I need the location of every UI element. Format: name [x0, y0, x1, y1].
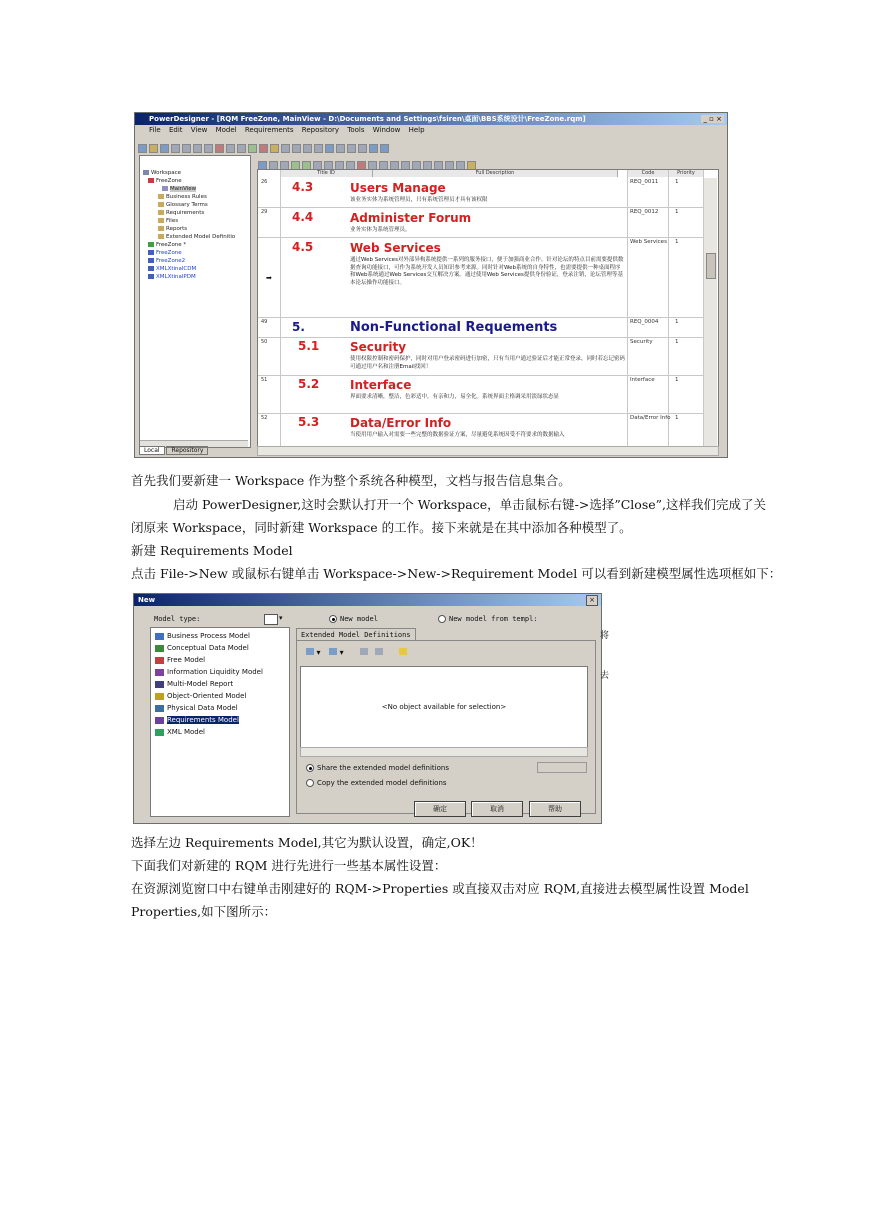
workspace-icon: [143, 170, 149, 175]
model-icon: [148, 274, 154, 279]
menu-window[interactable]: Window: [372, 126, 401, 134]
panel2-icon[interactable]: [380, 144, 389, 153]
paragraph: 下面我们对新建的 RQM 进行先进行一些基本属性设置：: [131, 858, 447, 873]
row-number: 51: [261, 377, 268, 383]
grid-vline: [627, 170, 628, 447]
tree-business-rules[interactable]: Business Rules: [158, 194, 207, 201]
paste-icon[interactable]: [204, 144, 213, 153]
req-description: 通过Web Services对外部异构系统提供一系列的服务接口，便于加强商业合作。针对论坛的特点目前需要提供数据查询功能接口，可作为系统开发人员知识参考来源。同时针对Web系统的自身特性，也需要提供一种桌面程序和Web系统通过Web Services交互解决方案。通过使用Web Services提供身份验证，登录注销，论坛管理等基本论坛操作功能接口。: [350, 257, 624, 286]
bpm-icon: [155, 633, 164, 640]
folder-icon: [158, 218, 164, 223]
grid-vline: [280, 170, 281, 447]
tree-freezone2[interactable]: FreeZone2: [148, 258, 185, 265]
row-number: 29: [261, 209, 268, 215]
req-title[interactable]: Interface: [350, 378, 412, 392]
tab-local[interactable]: Local: [139, 446, 165, 455]
model-icon: [148, 258, 154, 263]
properties-icon[interactable]: [360, 648, 368, 655]
paragraph: 首先我们要新建一 Workspace 作为整个系统各种模型，文档与报告信息集合。: [131, 473, 571, 488]
menu-model[interactable]: Model: [215, 126, 237, 134]
req-id: 5.1: [298, 339, 320, 353]
model-item[interactable]: Business Process Model: [155, 632, 250, 640]
panel-icon[interactable]: [369, 144, 378, 153]
req-priority: 1: [675, 415, 679, 421]
rqm-icon: [148, 178, 154, 183]
model-icon[interactable]: [259, 144, 268, 153]
free-model-icon: [155, 657, 164, 664]
cancel-button[interactable]: 取消: [471, 801, 523, 817]
scroll-thumb[interactable]: [706, 253, 716, 279]
tree-glossary[interactable]: Glossary Terms: [158, 202, 208, 209]
radio-new-model[interactable]: New model: [329, 615, 378, 623]
req-priority: 1: [675, 339, 679, 345]
req-title[interactable]: Web Services: [350, 241, 441, 255]
save-icon[interactable]: [160, 144, 169, 153]
menu-file[interactable]: File: [149, 126, 161, 134]
folder-icon: [158, 234, 164, 239]
col-code: Code: [628, 170, 669, 177]
browser-tabs: [139, 446, 208, 455]
row-divider: [258, 317, 703, 318]
delete-icon[interactable]: [215, 144, 224, 153]
folder-icon: [158, 202, 164, 207]
req-priority: 1: [675, 377, 679, 383]
radio-icon: [438, 615, 446, 623]
share-path-field[interactable]: [537, 762, 587, 773]
tree-extended[interactable]: Extended Model Definitio: [158, 234, 235, 241]
req-code: REQ_0012: [630, 209, 659, 215]
radio-share[interactable]: Share the extended model definitions: [306, 764, 449, 772]
req-priority: 1: [675, 319, 679, 325]
model-item[interactable]: XML Model: [155, 728, 205, 736]
model-icon: [148, 266, 154, 271]
model-type-label: Model type:: [154, 615, 201, 623]
model-icon: [148, 250, 154, 255]
menu-bar: [135, 125, 727, 136]
radio-icon: [306, 764, 314, 772]
req-description: 业务实体为系统管理员。: [350, 227, 411, 233]
paragraph: 启动 PowerDesigner,这时会默认打开一个 Workspace，单击鼠标右键->选择”Close”,这样我们完成了关: [173, 497, 767, 512]
folder-icon: [158, 210, 164, 215]
check-icon[interactable]: [270, 144, 279, 153]
req-code: Data/Error Info: [630, 415, 671, 421]
req-title[interactable]: Security: [350, 340, 407, 354]
report-icon[interactable]: [292, 144, 301, 153]
req-title[interactable]: Users Manage: [350, 181, 446, 195]
background-char: 去: [600, 671, 610, 681]
tool-icon[interactable]: [325, 144, 334, 153]
tree-files[interactable]: Files: [158, 218, 178, 225]
tree-xml-cdm[interactable]: XMLXtinalCDM: [148, 266, 196, 273]
undo-icon[interactable]: [226, 144, 235, 153]
model-item[interactable]: Object-Oriented Model: [155, 692, 246, 700]
radio-copy[interactable]: Copy the extended model definitions: [306, 779, 447, 787]
empty-message: <No object available for selection>: [381, 703, 507, 711]
tree-requirements[interactable]: Requirements: [158, 210, 204, 217]
paragraph: 新建 Requirements Model: [131, 543, 293, 558]
req-title[interactable]: Non-Functional Requements: [350, 320, 558, 335]
row-number: 52: [261, 415, 268, 421]
req-code: Security: [630, 339, 653, 345]
folder-icon: [158, 226, 164, 231]
tree-workspace[interactable]: Workspace: [143, 170, 181, 177]
main-toolbar: [137, 138, 725, 150]
view-mode-icon[interactable]: [264, 614, 278, 625]
req-description: 界面要求清晰，整洁，色彩适中，有亲和力，易全化。系统界面主格调采用淡绿状态显: [350, 394, 560, 400]
cdm-icon: [155, 645, 164, 652]
generate-icon[interactable]: [281, 144, 290, 153]
menu-view[interactable]: View: [190, 126, 208, 134]
menu-edit[interactable]: Edit: [168, 126, 183, 134]
radio-icon: [306, 779, 314, 787]
pdm-icon: [155, 705, 164, 712]
folder-icon[interactable]: [399, 648, 407, 655]
req-id: 5.2: [298, 377, 320, 391]
model-item[interactable]: Conceptual Data Model: [155, 644, 249, 652]
rqm-icon: [155, 717, 164, 724]
current-row-arrow-icon: ➡: [266, 274, 272, 282]
tab-toolbar: ▾ ▾: [306, 648, 407, 657]
tree-freezone-a[interactable]: FreeZone: [148, 250, 182, 257]
tree-freezone-star[interactable]: FreeZone *: [148, 242, 186, 249]
grid-vline: [668, 170, 669, 447]
powerdesigner-window: [134, 112, 728, 458]
merge-icon[interactable]: [314, 144, 323, 153]
tree-mainview[interactable]: MainView: [162, 186, 196, 193]
print-icon[interactable]: [171, 144, 180, 153]
menu-repository[interactable]: Repository: [301, 126, 340, 134]
compare-icon[interactable]: [303, 144, 312, 153]
cut-icon[interactable]: [182, 144, 191, 153]
req-id: 4.5: [292, 240, 314, 254]
window-controls[interactable]: _ ▫ ×: [703, 115, 722, 123]
background-char: 将: [600, 631, 610, 641]
tree-xml-pdm[interactable]: XMLXtinalPDM: [148, 274, 196, 281]
paragraph: Properties,如下图所示：: [131, 904, 277, 919]
radio-icon: [329, 615, 337, 623]
req-code: REQ_0011: [630, 179, 659, 185]
req-code: REQ_0004: [630, 319, 659, 325]
grid-hscroll[interactable]: [257, 446, 719, 456]
row-number: 50: [261, 339, 268, 345]
model-item[interactable]: Physical Data Model: [155, 704, 238, 712]
req-id: 5.: [292, 320, 305, 334]
req-description: 该业务实体为系统管理员，只有系统管理员才具有该权限: [350, 197, 488, 203]
import-icon[interactable]: [329, 648, 337, 655]
req-title[interactable]: Administer Forum: [350, 211, 472, 225]
ilm-icon: [155, 669, 164, 676]
req-description: 当使用用户输入对需要一些完整的数据验证方案，尽量避免系统因受不符要求的数据输入: [350, 432, 565, 438]
model-item[interactable]: Multi-Model Report: [155, 680, 233, 688]
col-full-description: Full Description: [373, 170, 618, 177]
window-icon[interactable]: [358, 144, 367, 153]
tree-freezone[interactable]: FreeZone: [148, 178, 182, 185]
req-priority: 1: [675, 179, 679, 185]
req-id: 5.3: [298, 415, 320, 429]
model-item[interactable]: Free Model: [155, 656, 205, 664]
view-icon: [162, 186, 168, 191]
paragraph: 在资源浏览窗口中右键单击刚建好的 RQM->Properties 或直接双击对应 RQM,直接进去模型属性设置 Model: [131, 881, 749, 896]
folder-icon: [158, 194, 164, 199]
row-divider: [258, 413, 703, 414]
req-description: 使用权限控制和密码保护，同时对用户登录密码进行加密，只有当用户通过验证后才能正常登录，同时若忘记密码可通过用户名和注册Email找回！: [350, 356, 626, 370]
tab-extended-model-definitions[interactable]: Extended Model Definitions: [296, 628, 416, 641]
grid-vscroll[interactable]: [704, 178, 717, 447]
row-divider: [258, 337, 703, 338]
paragraph: 闭原来 Workspace，同时新建 Workspace 的工作。接下来就是在其中添加各种模型了。: [131, 520, 632, 535]
model-item[interactable]: Information Liquidity Model: [155, 668, 263, 676]
row-number: 26: [261, 179, 268, 185]
model-type-list: [150, 627, 290, 817]
grid-icon[interactable]: [336, 144, 345, 153]
window-title: PowerDesigner - [RQM FreeZone, MainView - D:\Documents and Settings\fsiren\桌面\BBS系统设计\FreeZone.rqm]: [135, 113, 727, 125]
model-item-selected[interactable]: Requirements Model: [155, 716, 239, 724]
open-icon[interactable]: [149, 144, 158, 153]
new-model-dialog: [133, 593, 602, 824]
layout-icon[interactable]: [347, 144, 356, 153]
radio-from-template[interactable]: New model from templ:: [438, 615, 538, 623]
properties-icon[interactable]: [248, 144, 257, 153]
close-icon[interactable]: ×: [586, 595, 598, 606]
tree-reports[interactable]: Reports: [158, 226, 187, 233]
row-number: 49: [261, 319, 268, 325]
ok-button[interactable]: 确定: [414, 801, 466, 817]
row-divider: [258, 207, 703, 208]
list-hscroll[interactable]: [300, 747, 588, 757]
paragraph: 选择左边 Requirements Model,其它为默认设置，确定,OK！: [131, 835, 483, 850]
dialog-title: New: [134, 594, 601, 606]
menu-tools[interactable]: Tools: [347, 126, 365, 134]
add-model-icon[interactable]: [306, 648, 314, 655]
menu-help[interactable]: Help: [408, 126, 425, 134]
paragraph: 点击 File->New 或鼠标右键单击 Workspace->New->Requirement Model 可以看到新建模型属性选项框如下：: [131, 566, 782, 581]
req-id: 4.4: [292, 210, 314, 224]
req-id: 4.3: [292, 180, 314, 194]
col-title-id: Title ID: [280, 170, 373, 177]
oom-icon: [155, 693, 164, 700]
req-code: Web Services: [630, 239, 667, 245]
xml-icon: [155, 729, 164, 736]
copy-icon[interactable]: [193, 144, 202, 153]
chevron-down-icon[interactable]: ▾: [279, 614, 283, 622]
save-icon[interactable]: [375, 648, 383, 655]
browser-panel: [139, 155, 251, 448]
menu-requirements[interactable]: Requirements: [244, 126, 294, 134]
tab-repository[interactable]: Repository: [166, 446, 208, 455]
req-title[interactable]: Data/Error Info: [350, 416, 452, 430]
req-priority: 1: [675, 239, 679, 245]
help-button[interactable]: 帮助: [529, 801, 581, 817]
col-priority: Priority: [669, 170, 704, 177]
redo-icon[interactable]: [237, 144, 246, 153]
report-icon: [155, 681, 164, 688]
row-divider: [258, 375, 703, 376]
grid-toolbar: [257, 155, 721, 167]
req-code: Interface: [630, 377, 655, 383]
model-icon: [148, 242, 154, 247]
extended-model-list: [300, 666, 588, 748]
req-priority: 1: [675, 209, 679, 215]
requirements-grid: [257, 169, 719, 448]
row-divider: [258, 237, 703, 238]
new-icon[interactable]: [138, 144, 147, 153]
